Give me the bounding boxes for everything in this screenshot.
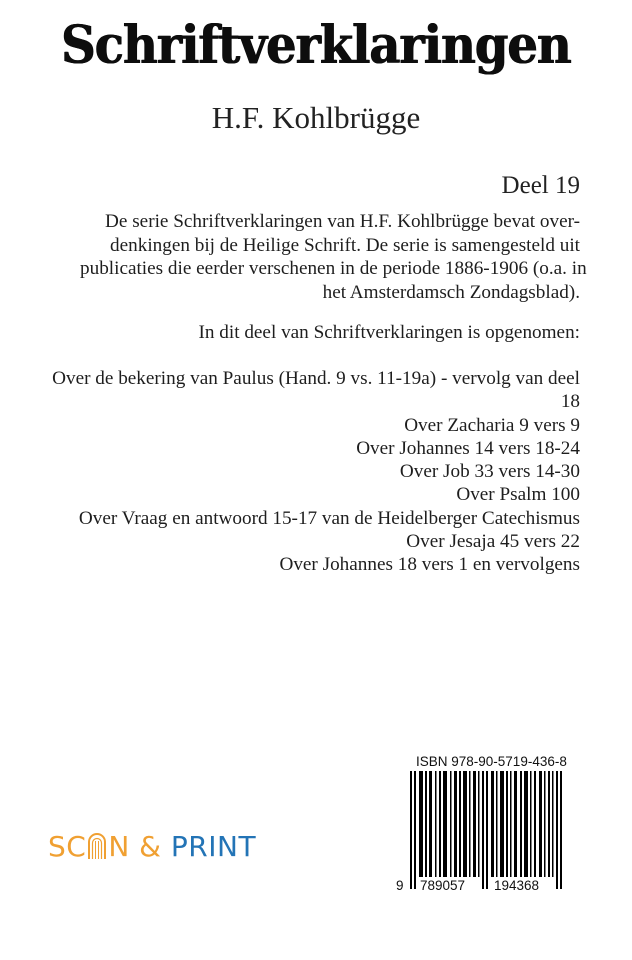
description-line: denkingen bij de Heilige Schrift. De serie is samengesteld uit <box>110 234 580 256</box>
barcode-digits-left: 789057 <box>420 878 466 893</box>
series-title: Schriftverklaringen <box>61 15 571 76</box>
contents-item: 18 <box>560 391 580 413</box>
barcode-digit-lead: 9 <box>396 878 404 893</box>
contents-item: Over Psalm 100 <box>456 484 580 506</box>
barcode-icon <box>410 771 562 889</box>
contents-item: Over Johannes 14 vers 18-24 <box>356 437 580 459</box>
contents-heading: In dit deel van Schriftverklaringen is opgenomen: <box>198 322 580 343</box>
contents-item: Over Johannes 18 vers 1 en vervolgens <box>279 554 580 576</box>
logo-text-n-amp: N & <box>108 830 162 863</box>
author-name: H.F. Kohlbrügge <box>211 100 421 135</box>
contents-item: Over Job 33 vers 14-30 <box>399 461 580 483</box>
series-description <box>80 210 587 304</box>
volume-label: Deel 19 <box>501 172 580 199</box>
contents-item: Over Zacharia 9 vers 9 <box>404 414 580 436</box>
publisher-logo <box>48 830 257 863</box>
contents-item: Over Jesaja 45 vers 22 <box>406 531 580 553</box>
contents-list <box>52 367 580 577</box>
barcode-digits-right: 194368 <box>494 878 540 893</box>
description-line: het Amsterdamsch Zondagsblad). <box>322 281 580 303</box>
contents-item: Over Vraag en antwoord 15-17 van de Heidelberger Catechismus <box>78 507 580 529</box>
isbn-label: ISBN 978-90-5719-436-8 <box>416 754 567 769</box>
book-arch-icon <box>87 833 107 859</box>
logo-text-print: PRINT <box>170 830 257 863</box>
description-line: De serie Schriftverklaringen van H.F. Kohlbrügge bevat over- <box>105 211 580 232</box>
logo-text-sc: SC <box>48 830 87 863</box>
description-line: publicaties die eerder verschenen in de periode 1886-1906 (o.a. in <box>80 258 587 279</box>
contents-item: Over de bekering van Paulus (Hand. 9 vs. 11-19a) - vervolg van deel <box>52 368 580 389</box>
